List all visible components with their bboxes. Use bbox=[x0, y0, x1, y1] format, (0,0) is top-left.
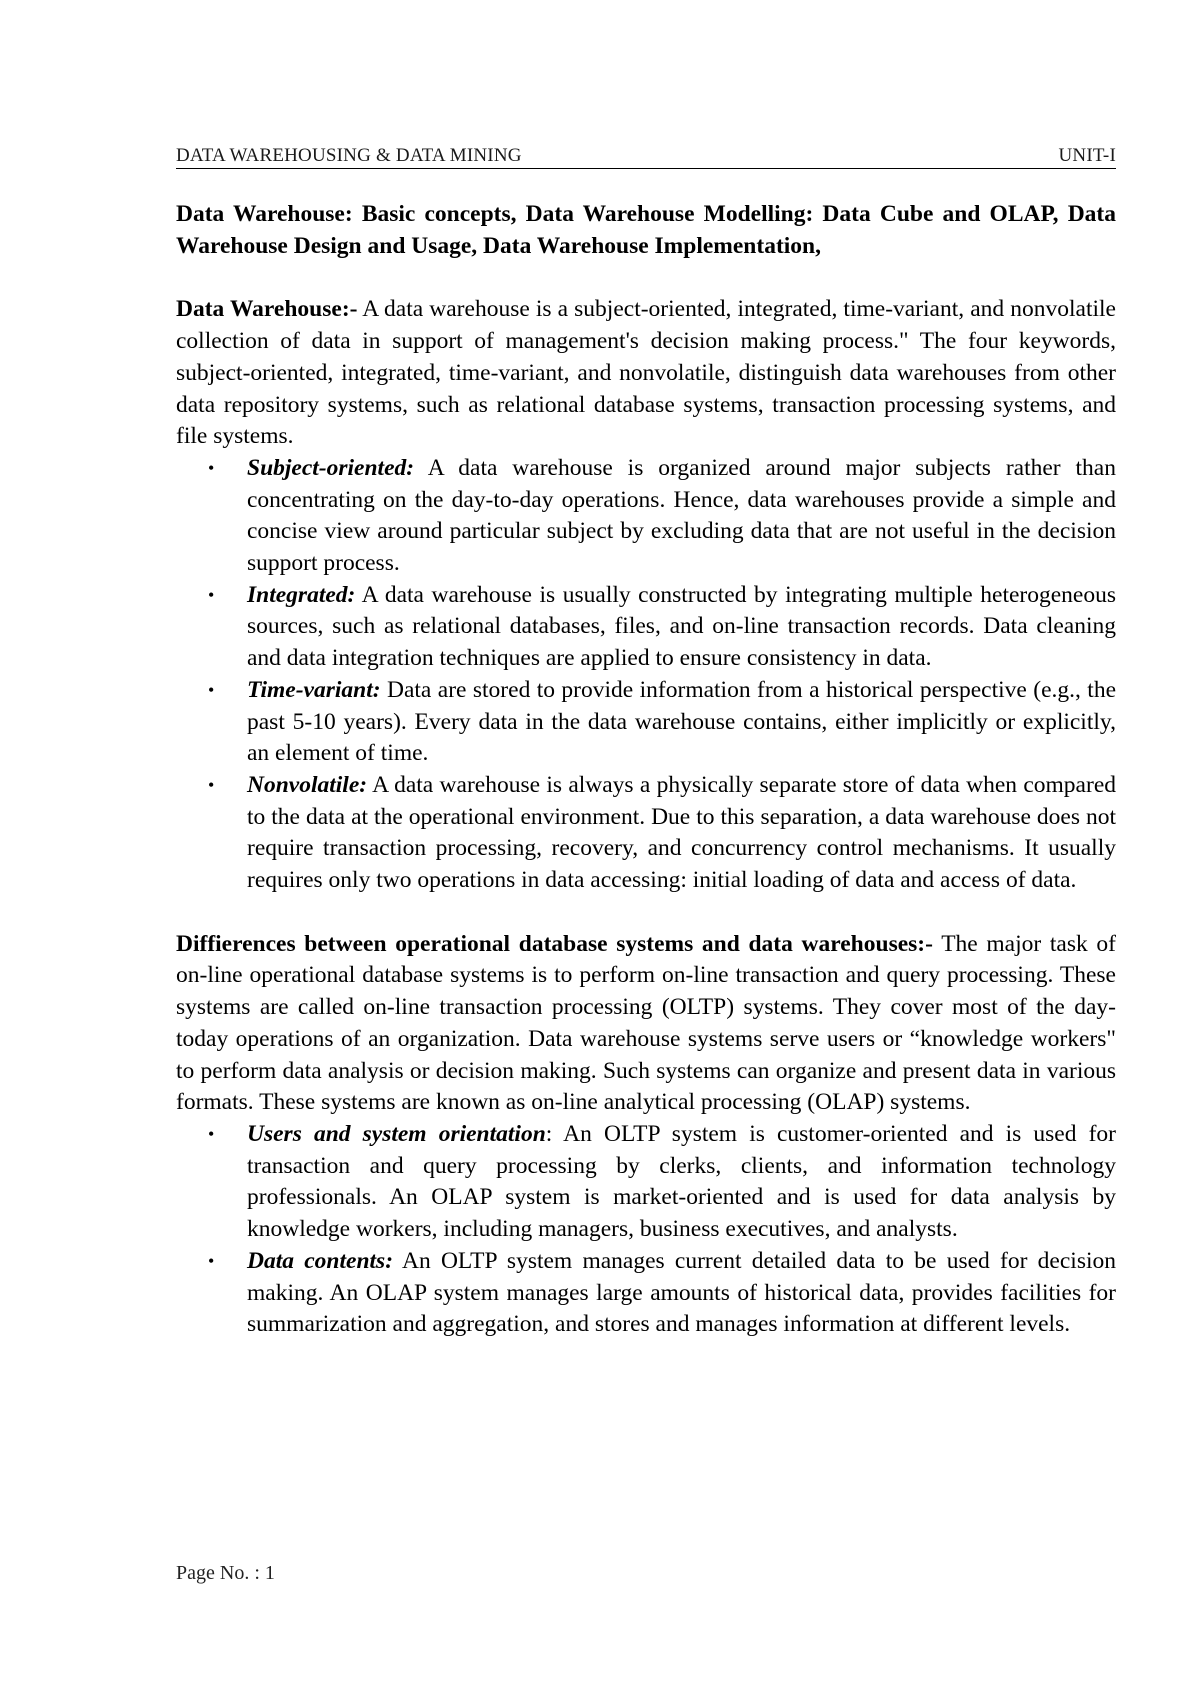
list-item-term: Subject-oriented: bbox=[247, 454, 415, 481]
list-item bbox=[176, 453, 1116, 580]
list-item-term: Users and system orientation bbox=[247, 1120, 546, 1147]
paragraph-spacer bbox=[176, 897, 1116, 929]
bullet-icon: • bbox=[208, 457, 215, 478]
section-text: A data warehouse is a subject-oriented, integrated, time-variant, and nonvolatile collection of data in support of management's decision making process." The four keywords, subject-oriented, integrated, time-variant, and nonvolatile, distinguish data warehouses from other data repository systems, such as relational database systems, transaction processing systems, and file systems. bbox=[176, 296, 1116, 450]
list-item bbox=[176, 1119, 1116, 1246]
list-item-term: Integrated: bbox=[247, 581, 356, 608]
section-heading: Data Warehouse:- bbox=[176, 296, 358, 323]
bullet-icon: • bbox=[208, 1250, 215, 1271]
document-body bbox=[176, 199, 1116, 1341]
list-item-text: A data warehouse is usually constructed by integrating multiple heterogeneous sources, such as relational databases, files, and on-line transaction records. Data cleaning and data integration techniques are applied to ensure consistency in data. bbox=[247, 581, 1116, 672]
list-item-term: Data contents: bbox=[247, 1247, 394, 1274]
bullet-icon: • bbox=[208, 584, 215, 605]
header-unit-label: UNIT-I bbox=[1058, 145, 1116, 166]
bullet-icon: • bbox=[208, 1123, 215, 1144]
section-text: The major task of on-line operational database systems is to perform on-line transaction and query processing. These systems are called on-line transaction processing (OLTP) systems. They cover most of the day-today operations of an organization. Data warehouse systems serve users or “knowledge workers" to perform data analysis or decision making. Such systems can organize and present data in various formats. These systems are known as on-line analytical processing (OLAP) systems. bbox=[176, 930, 1116, 1116]
differences-list bbox=[176, 1119, 1116, 1341]
list-item-text: A data warehouse is always a physically separate store of data when compared to the data at the operational environment. Due to this separation, a data warehouse does not require transaction processing, recovery, and concurrency control mechanisms. It usually requires only two operations in data accessing: initial loading of data and access of data. bbox=[247, 771, 1116, 894]
list-item bbox=[176, 580, 1116, 675]
list-item-text: Data are stored to provide information from a historical perspective (e.g., the past 5-10 years). Every data in the data warehouse contains, either implicitly or explicitly, an element of time. bbox=[247, 676, 1116, 767]
list-item-text: : An OLTP system is customer-oriented and is used for transaction and query processing by clerks, clients, and information technology professionals. An OLAP system is market-oriented and is used for data analysis by knowledge workers, including managers, business executives, and analysts. bbox=[247, 1120, 1117, 1243]
list-item-text: An OLTP system manages current detailed data to be used for decision making. An OLAP system manages large amounts of historical data, provides facilities for summarization and aggregation, and stores and manages information at different levels. bbox=[247, 1247, 1116, 1338]
document-title: Data Warehouse: Basic concepts, Data Warehouse Modelling: Data Cube and OLAP, Data Warehouse Design and Usage, Data Warehouse Implementation, bbox=[176, 201, 1116, 259]
bullet-icon: • bbox=[208, 679, 215, 700]
section-intro-paragraph bbox=[176, 929, 1116, 1119]
list-item bbox=[176, 675, 1116, 770]
header-course-title: DATA WAREHOUSING & DATA MINING bbox=[176, 145, 522, 166]
section-intro-paragraph bbox=[176, 294, 1116, 453]
section-heading: Diffierences between operational database systems and data warehouses:- bbox=[176, 930, 933, 957]
list-item bbox=[176, 1246, 1116, 1341]
list-item-term: Time-variant: bbox=[247, 676, 381, 703]
page-number: Page No. : 1 bbox=[176, 1562, 275, 1584]
list-item-term: Nonvolatile: bbox=[247, 771, 368, 798]
list-item-text: A data warehouse is organized around major subjects rather than concentrating on the day-to-day operations. Hence, data warehouses provide a simple and concise view around particular subject by excluding data that are not useful in the decision support process. bbox=[247, 454, 1116, 577]
running-header bbox=[176, 145, 1116, 169]
list-item bbox=[176, 770, 1116, 897]
characteristics-list bbox=[176, 453, 1116, 897]
bullet-icon: • bbox=[208, 774, 215, 795]
